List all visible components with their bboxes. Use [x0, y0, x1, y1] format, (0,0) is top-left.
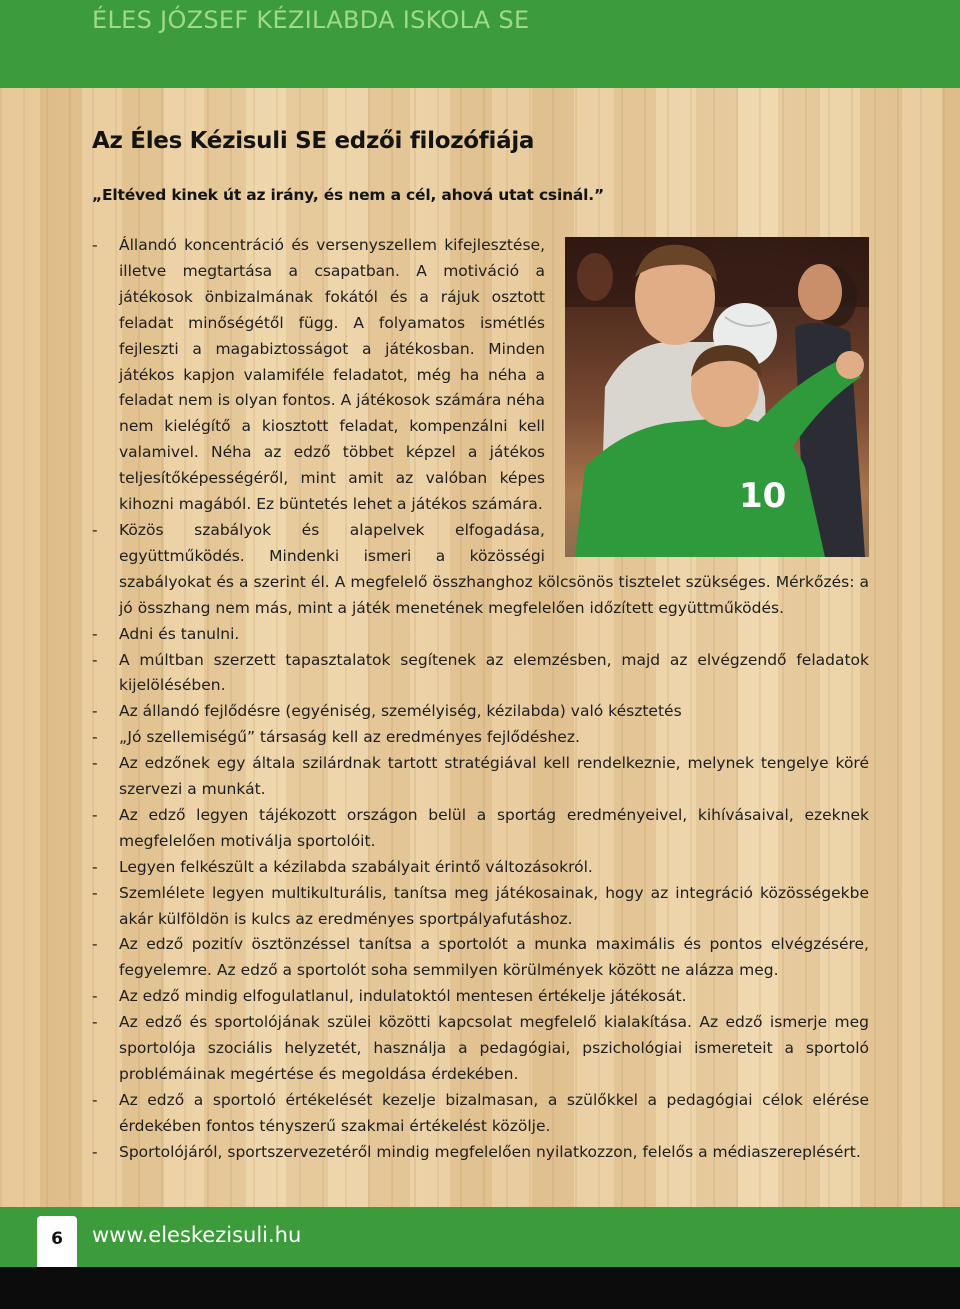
- list-item-text: Közös szabályok és alapelvek elfogadása, együttműködés. Mindenki ismeri a közösségi szabályokat és a szerint él. A megfelelő összhanghoz kölcsönös tisztelet szükséges. Mérkőzés: a jó összhang nem más, mint a játék menetének megfelelően időzített együttműködés.: [119, 520, 869, 617]
- list-item-text: Az edző a sportoló értékelését kezelje bizalmasan, a szülőkkel a pedagógiai célok elérése érdekében fontos tényszerű szakmai értékelést közölje.: [119, 1090, 869, 1135]
- list-item-text: Az állandó fejlődésre (egyéniség, személyiség, kézilabda) való késztetés: [119, 702, 682, 721]
- list-item-text: Az edző pozitív ösztönzéssel tanítsa a sportolót a munka maximális és pontos elvégzésére, fegyelemre. Az edző a sportolót soha semmilyen körülmények között ne alázza meg.: [119, 935, 869, 980]
- list-dash: -: [92, 702, 98, 721]
- list-dash: -: [92, 805, 98, 824]
- list-dash: -: [92, 520, 98, 539]
- list-item-text: Legyen felkészült a kézilabda szabályait érintő változásokról.: [119, 857, 593, 876]
- list-item-text: Sportolójáról, sportszervezetéről mindig megfelelően nyilatkozzon, felelős a médiaszereplésért.: [119, 1142, 861, 1161]
- list-item: [92, 648, 869, 700]
- list-item: [92, 699, 869, 725]
- list-item: [92, 622, 869, 648]
- list-item: [92, 1140, 869, 1166]
- motto-quote: „Eltéved kinek út az irány, és nem a cél, ahová utat csinál.”: [92, 186, 604, 204]
- footer-black-strip: [0, 1267, 960, 1309]
- page-number-tab: [37, 1216, 77, 1268]
- list-item-text: Állandó koncentráció és versenyszellem kifejlesztése, illetve megtartása a csapatban. A motiváció a játékosok önbizalmának fokától és a rájuk osztott feladat minőségétől függ. A folyamatos ismétlés fejleszti a magabiztosságot a játékosban. Minden játékos kapjon valamiféle feladatot, még ha néha a feladat nem is olyan fontos. A játékosok számára néha nem kielégítő a kiosztott feladat, kompenzálni kell valamivel. Néha az edző többet képzel a játékos teljesítőképességéről, mint amit az valóban képes kihozni magából. Ez büntetés lehet a játékos számára.: [119, 236, 545, 514]
- header-bar: [0, 0, 960, 88]
- list-item-text: Szemlélete legyen multikulturális, tanítsa meg játékosainak, hogy az integráció közösségekbe akár külföldön is kulcs az eredményes sportpályafutáshoz.: [119, 883, 869, 928]
- list-dash: -: [92, 1013, 98, 1032]
- list-item: [92, 984, 869, 1010]
- page-number: 6: [51, 1229, 63, 1249]
- list-item-text: Az edző legyen tájékozott országon belül a sportág eredményeivel, kihívásaival, ezeknek megfelelően motiválja sportolóit.: [119, 805, 869, 850]
- website-link[interactable]: www.eleskezisuli.hu: [92, 1223, 302, 1247]
- list-dash: -: [92, 236, 98, 254]
- list-item: [92, 855, 869, 881]
- list-item-text: Adni és tanulni.: [119, 624, 240, 643]
- page-title: Az Éles Kézisuli SE edzői filozófiája: [92, 128, 535, 154]
- list-item: [92, 1088, 869, 1140]
- school-name: ÉLES JÓZSEF KÉZILABDA ISKOLA SE: [92, 6, 530, 34]
- list-item-text: Az edzőnek egy általa szilárdnak tartott stratégiával kell rendelkeznie, melynek tengelye köré szervezi a munkát.: [119, 754, 869, 799]
- list-dash: -: [92, 1142, 98, 1161]
- list-dash: -: [92, 728, 98, 747]
- list-dash: -: [92, 624, 98, 643]
- jersey-number: 10: [739, 476, 787, 516]
- list-item: [92, 1010, 869, 1088]
- list-item-text: „Jó szellemiségű” társaság kell az eredményes fejlődéshez.: [119, 728, 580, 747]
- list-item: [92, 881, 869, 933]
- list-dash: -: [92, 935, 98, 954]
- list-item: [92, 725, 869, 751]
- list-dash: -: [92, 857, 98, 876]
- principles-list: [92, 233, 869, 1166]
- list-dash: -: [92, 883, 98, 902]
- list-item: [92, 518, 869, 622]
- list-item: [92, 803, 869, 855]
- article-body: [92, 233, 869, 1166]
- list-item-text: A múltban szerzett tapasztalatok segítenek az elemzésben, majd az elvégzendő feladatok kijelölésében.: [119, 650, 869, 695]
- list-dash: -: [92, 754, 98, 773]
- list-dash: -: [92, 650, 98, 669]
- list-dash: -: [92, 987, 98, 1006]
- list-item: [92, 751, 869, 803]
- list-dash: -: [92, 1090, 98, 1109]
- list-item-text: Az edző mindig elfogulatlanul, indulatoktól mentesen értékelje játékosát.: [119, 987, 687, 1006]
- list-item-text: Az edző és sportolójának szülei közötti kapcsolat megfelelő kialakítása. Az edző ismerje meg sportolója szociális helyzetét, használja a pedagógiai, pszichológiai ismereteit a sportoló problémáinak megértése és megoldása érdekében.: [119, 1013, 869, 1083]
- list-item: [92, 233, 869, 518]
- list-item: [92, 932, 869, 984]
